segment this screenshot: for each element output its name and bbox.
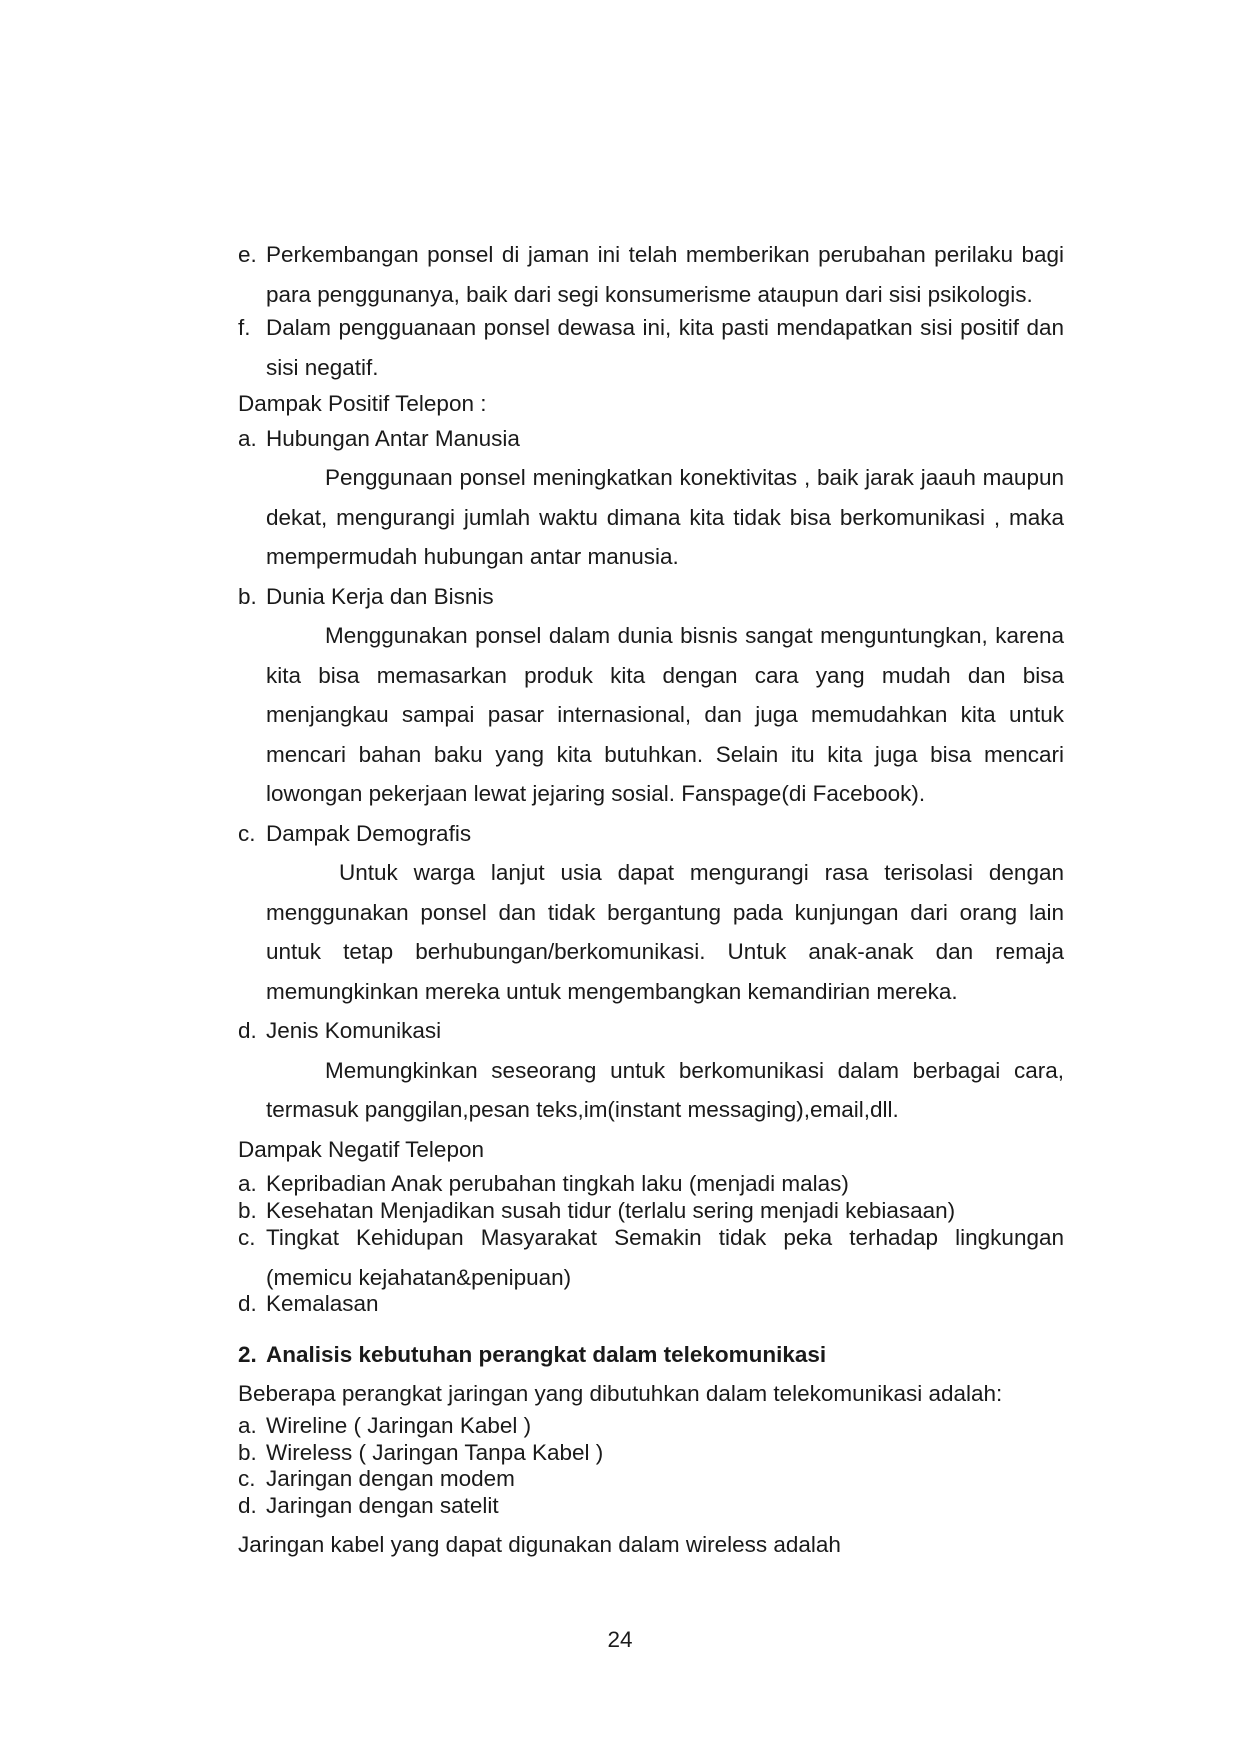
- list-marker: c.: [238, 1225, 256, 1250]
- list-marker: b.: [238, 583, 257, 609]
- list-item-e: [238, 235, 1064, 314]
- list-marker: c.: [238, 820, 256, 846]
- section-number: 2.: [238, 1341, 257, 1367]
- list-marker: d.: [238, 1492, 257, 1518]
- section-2-intro: Beberapa perangkat jaringan yang dibutuhkan dalam telekomunikasi adalah:: [238, 1380, 1003, 1406]
- list-text: Wireline ( Jaringan Kabel ): [266, 1413, 532, 1438]
- positive-heading: Dampak Positif Telepon :: [238, 391, 487, 416]
- device-item-d: [238, 1493, 1064, 1520]
- positive-item-d-body: Memungkinkan seseorang untuk berkomunikasi dalam berbagai cara, termasuk panggilan,pesan teks,im(instant messaging),email,dll.: [266, 1057, 1064, 1122]
- section-2-heading: [238, 1340, 1064, 1370]
- list-marker: b.: [238, 1439, 257, 1465]
- list-marker: d.: [238, 1018, 257, 1043]
- positive-item-c: [238, 814, 1064, 854]
- list-marker: a.: [238, 1413, 257, 1438]
- device-list: [238, 1413, 1064, 1519]
- list-title: Jenis Komunikasi: [266, 1018, 442, 1043]
- page-content: [238, 235, 1064, 1565]
- list-text: Dalam pengguanaan ponsel dewasa ini, kita pasti mendapatkan sisi positif dan sisi negatif.: [266, 315, 1064, 380]
- list-text: Tingkat Kehidupan Masyarakat Semakin tidak peka terhadap lingkungan (memicu kejahatan&penipuan): [266, 1225, 1064, 1290]
- list-text: Kepribadian Anak perubahan tingkah laku (menjadi malas): [266, 1171, 849, 1196]
- list-text: Perkembangan ponsel di jaman ini telah memberikan perubahan perilaku bagi para penggunanya, baik dari segi konsumerisme ataupun dari sisi psikologis.: [266, 242, 1064, 307]
- positive-item-a: [238, 419, 1064, 459]
- device-item-a: [238, 1413, 1064, 1440]
- list-marker: a.: [238, 1171, 257, 1196]
- list-marker: c.: [238, 1466, 256, 1491]
- list-marker: a.: [238, 425, 257, 451]
- negative-item-c: [238, 1218, 1064, 1297]
- device-item-c: [238, 1466, 1064, 1493]
- negative-list: [238, 1171, 1064, 1318]
- positive-item-c-body: Untuk warga lanjut usia dapat mengurangi rasa terisolasi dengan menggunakan ponsel dan tidak bergantung pada kunjungan dari orang lain untuk tetap berhubungan/berkomunikasi. Untuk anak-anak dan remaja memungkinkan mereka untuk mengembangkan kemandirian mereka.: [266, 860, 1064, 1004]
- list-title: Hubungan Antar Manusia: [266, 425, 520, 451]
- list-title: Dunia Kerja dan Bisnis: [266, 583, 494, 609]
- positive-item-b-body: Menggunakan ponsel dalam dunia bisnis sangat menguntungkan, karena kita bisa memasarkan produk kita dengan cara yang mudah dan bisa menjangkau sampai pasar internasional, dan juga memudahkan kita untuk mencari bahan baku yang kita butuhkan. Selain itu kita juga bisa mencari lowongan pekerjaan lewat jejaring sosial. Fanspage(di Facebook).: [266, 623, 1064, 806]
- negative-item-a: [238, 1171, 1064, 1198]
- positive-item-a-body: Penggunaan ponsel meningkatkan konektivitas , baik jarak jaauh maupun dekat, mengurangi jumlah waktu dimana kita tidak bisa berkomunikasi , maka mempermudah hubungan antar manusia.: [266, 465, 1064, 569]
- positive-item-d: [238, 1011, 1064, 1051]
- section-2-closing: Jaringan kabel yang dapat digunakan dalam wireless adalah: [238, 1532, 841, 1557]
- negative-item-d: [238, 1291, 1064, 1318]
- section-title: Analisis kebutuhan perangkat dalam telekomunikasi: [266, 1341, 827, 1367]
- list-title: Dampak Demografis: [266, 820, 472, 846]
- page-number: 24: [607, 1627, 633, 1652]
- positive-item-b: [238, 577, 1064, 617]
- list-text: Kesehatan Menjadikan susah tidur (terlalu sering menjadi kebiasaan): [266, 1197, 956, 1223]
- list-marker: d.: [238, 1291, 257, 1316]
- list-text: Wireless ( Jaringan Tanpa Kabel ): [266, 1439, 604, 1465]
- list-marker: b.: [238, 1197, 257, 1223]
- list-text: Jaringan dengan modem: [266, 1466, 515, 1491]
- list-marker: f.: [238, 315, 251, 340]
- list-text: Kemalasan: [266, 1291, 379, 1316]
- list-text: Jaringan dengan satelit: [266, 1492, 499, 1518]
- list-item-f: [238, 308, 1064, 387]
- device-item-b: [238, 1440, 1064, 1467]
- list-marker: e.: [238, 242, 257, 267]
- negative-heading: Dampak Negatif Telepon: [238, 1136, 484, 1162]
